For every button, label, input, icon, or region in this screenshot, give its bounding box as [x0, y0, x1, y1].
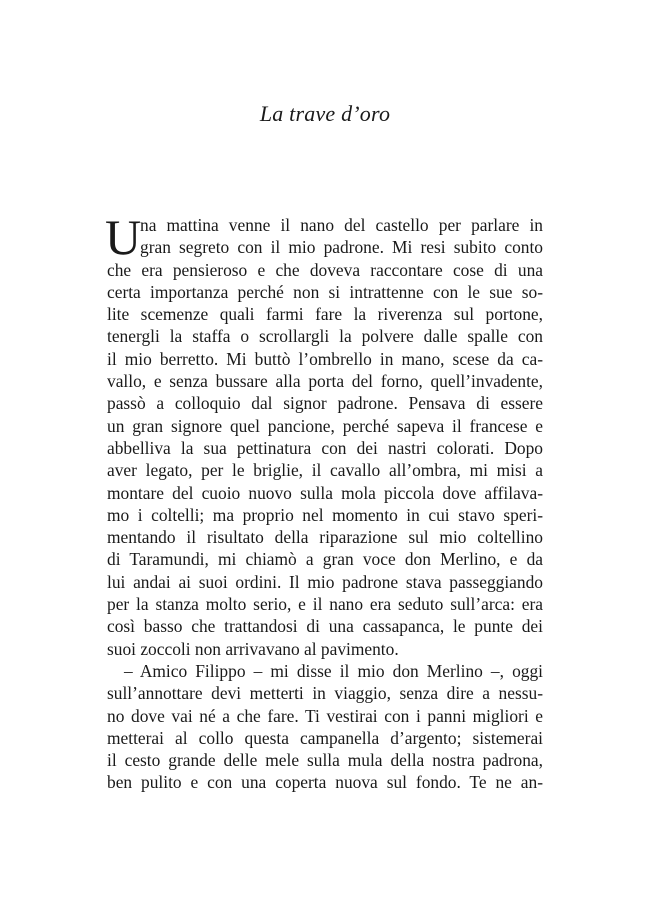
text-line: sull’annottare devi metterti in viaggio, senza dire a nessu- [107, 683, 543, 704]
text-line: così basso che trattandosi di una cassapanca, le punte dei [107, 616, 543, 637]
text-line: che era pensieroso e che doveva raccontare cose di una [107, 259, 543, 280]
text-line: vallo, e senza bussare alla porta del forno, quell’invadente, [107, 371, 543, 392]
text-line: ben pulito e con una coperta nuova sul fondo. Te ne an- [107, 772, 543, 793]
text-line: di Taramundi, mi chiamò a gran voce don Merlino, e da [107, 549, 543, 570]
text-line: un gran signore quel pancione, perché sapeva il francese e [107, 415, 543, 436]
text-line: no dove vai né a che fare. Ti vestirai con i panni migliori e [107, 705, 543, 726]
text-line: na mattina venne il nano del castello per parlare in [140, 215, 543, 235]
text-line: certa importanza perché non si intrattenne con le sue so- [107, 281, 543, 302]
text-line: passò a colloquio dal signor padrone. Pensava di essere [107, 393, 543, 414]
text-line: il cesto grande delle mele sulla mula della nostra padrona, [107, 750, 543, 771]
text-line: montare del cuoio nuovo sulla mola piccola dove affilava- [107, 482, 543, 503]
text-line: tenergli la staffa o scrollargli la polvere dalle spalle con [107, 326, 543, 347]
chapter-title: La trave d’oro [259, 101, 391, 126]
text-line: mentando il risultato della riparazione sul mio coltellino [107, 527, 543, 548]
text-line: per la stanza molto serio, e il nano era seduto sull’arca: era [107, 594, 543, 615]
text-line: gran segreto con il mio padrone. Mi resi subito conto [140, 237, 543, 258]
text-line: lui andai ai suoi ordini. Il mio padrone stava passeggiando [107, 571, 543, 592]
text-line: metterai al collo questa campanella d’argento; sistemerai [107, 727, 543, 748]
drop-cap: U [105, 209, 142, 265]
text-line: – Amico Filippo – mi disse il mio don Merlino –, oggi [124, 660, 543, 681]
text-line: aver legato, per le briglie, il cavallo all’ombra, mi misi a [107, 460, 543, 481]
body-text [105, 209, 543, 794]
text-line: lite scemenze quali farmi fare la riverenza sul portone, [107, 304, 543, 325]
text-line: suoi zoccoli non arrivavano al pavimento. [107, 638, 399, 659]
text-line: abbelliva la sua pettinatura con dei nastri colorati. Dopo [107, 437, 543, 458]
text-line: il mio berretto. Mi buttò l’ombrello in mano, scese da ca- [107, 348, 543, 369]
text-line: mo i coltelli; ma proprio nel momento in cui stavo speri- [107, 504, 543, 525]
